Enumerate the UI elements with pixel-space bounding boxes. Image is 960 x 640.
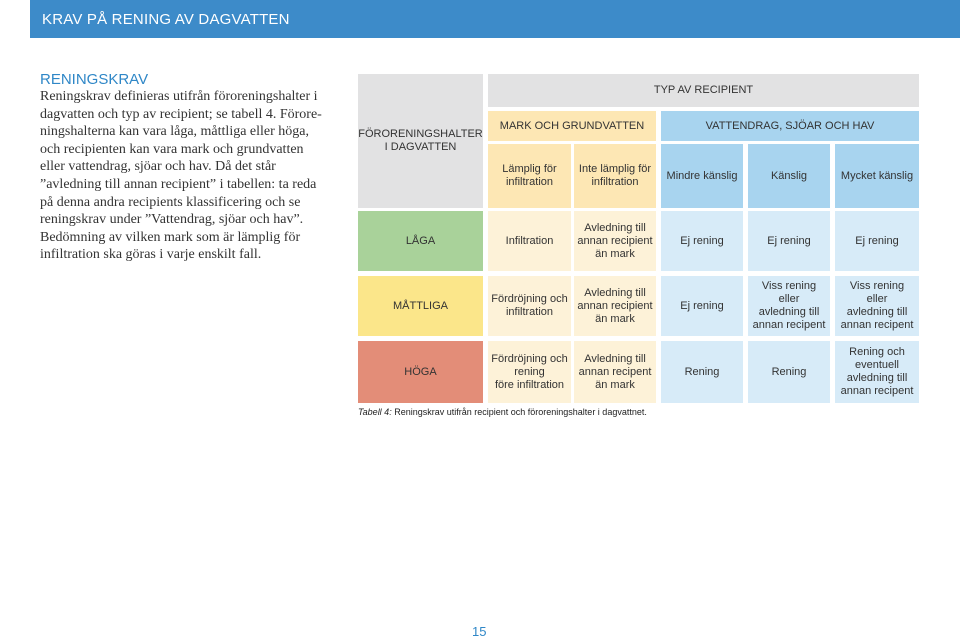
column-header: Inte lämplig för infiltration bbox=[574, 144, 656, 208]
section-title: RENINGSKRAV bbox=[40, 71, 149, 88]
table-caption bbox=[358, 407, 647, 417]
row-header-title-cell bbox=[358, 74, 483, 208]
table-cell: Avledning till annan recipent än mark bbox=[574, 341, 656, 403]
table-cell: Fördröjning och infiltration bbox=[488, 276, 571, 336]
group-water-cell bbox=[661, 111, 919, 141]
page-number: 15 bbox=[472, 624, 487, 639]
column-header: Lämplig för infiltration bbox=[488, 144, 571, 208]
column-header: Mindre känslig bbox=[661, 144, 743, 208]
level-low-cell bbox=[358, 211, 483, 271]
level-label: MÅTTLIGA bbox=[392, 299, 448, 312]
level-label: LÅGA bbox=[405, 234, 436, 247]
recipient-title: TYP AV RECIPIENT bbox=[653, 84, 754, 96]
table-cell: Rening och eventuell avledning till annan recipent bbox=[835, 341, 919, 403]
header-title: KRAV PÅ RENING AV DAGVATTEN bbox=[42, 11, 290, 28]
table-cell: Ej rening bbox=[748, 211, 830, 271]
body-paragraph: Reningskrav definieras utifrån föroreningshalter i dagvatten och typ av recipient; se tabell 4. Förore-ningshalterna kan vara låga, måttliga eller höga, och recipienten kan vara mark och grundvatten eller vattendrag, sjöar och hav. Då det står ”avledning till annan recipient” i tabellen: ta reda på denna andra recipients klassificering och se reningskrav under ”Vattendrag, sjöar och hav”. Bedömning av vilken mark som är lämplig för infiltration ska göras i varje enskilt fall. bbox=[40, 89, 322, 263]
row-header-title: FÖRORENINGSHALTER I DAGVATTEN bbox=[358, 128, 483, 153]
table-cell: Ej rening bbox=[661, 211, 743, 271]
caption-text: Reningskrav utifrån recipient och föroreningshalter i dagvattnet. bbox=[391, 407, 647, 417]
group-water-label: VATTENDRAG, SJÖAR OCH HAV bbox=[705, 119, 875, 132]
table-cell: Avledning till annan recipient än mark bbox=[574, 276, 656, 336]
table-cell: Rening bbox=[661, 341, 743, 403]
recipient-title-cell bbox=[488, 74, 919, 107]
level-high-cell bbox=[358, 341, 483, 403]
table-cell: Infiltration bbox=[488, 211, 571, 271]
group-mark-cell bbox=[488, 111, 656, 141]
column-header: Känslig bbox=[748, 144, 830, 208]
page-header bbox=[30, 0, 960, 38]
table-cell: Rening bbox=[748, 341, 830, 403]
table-cell: Ej rening bbox=[661, 276, 743, 336]
table-cell: Fördröjning och rening före infiltration bbox=[488, 341, 571, 403]
table-cell: Viss rening eller avledning till annan recipent bbox=[748, 276, 830, 336]
caption-label: Tabell 4: bbox=[358, 407, 392, 417]
column-header: Mycket känslig bbox=[835, 144, 919, 208]
table-cell: Ej rening bbox=[835, 211, 919, 271]
table-cell: Viss rening eller avledning till annan recipent bbox=[835, 276, 919, 336]
level-label: HÖGA bbox=[404, 365, 437, 378]
table-cell: Avledning till annan recipient än mark bbox=[574, 211, 656, 271]
group-mark-label: MARK OCH GRUNDVATTEN bbox=[499, 119, 645, 132]
level-moderate-cell bbox=[358, 276, 483, 336]
